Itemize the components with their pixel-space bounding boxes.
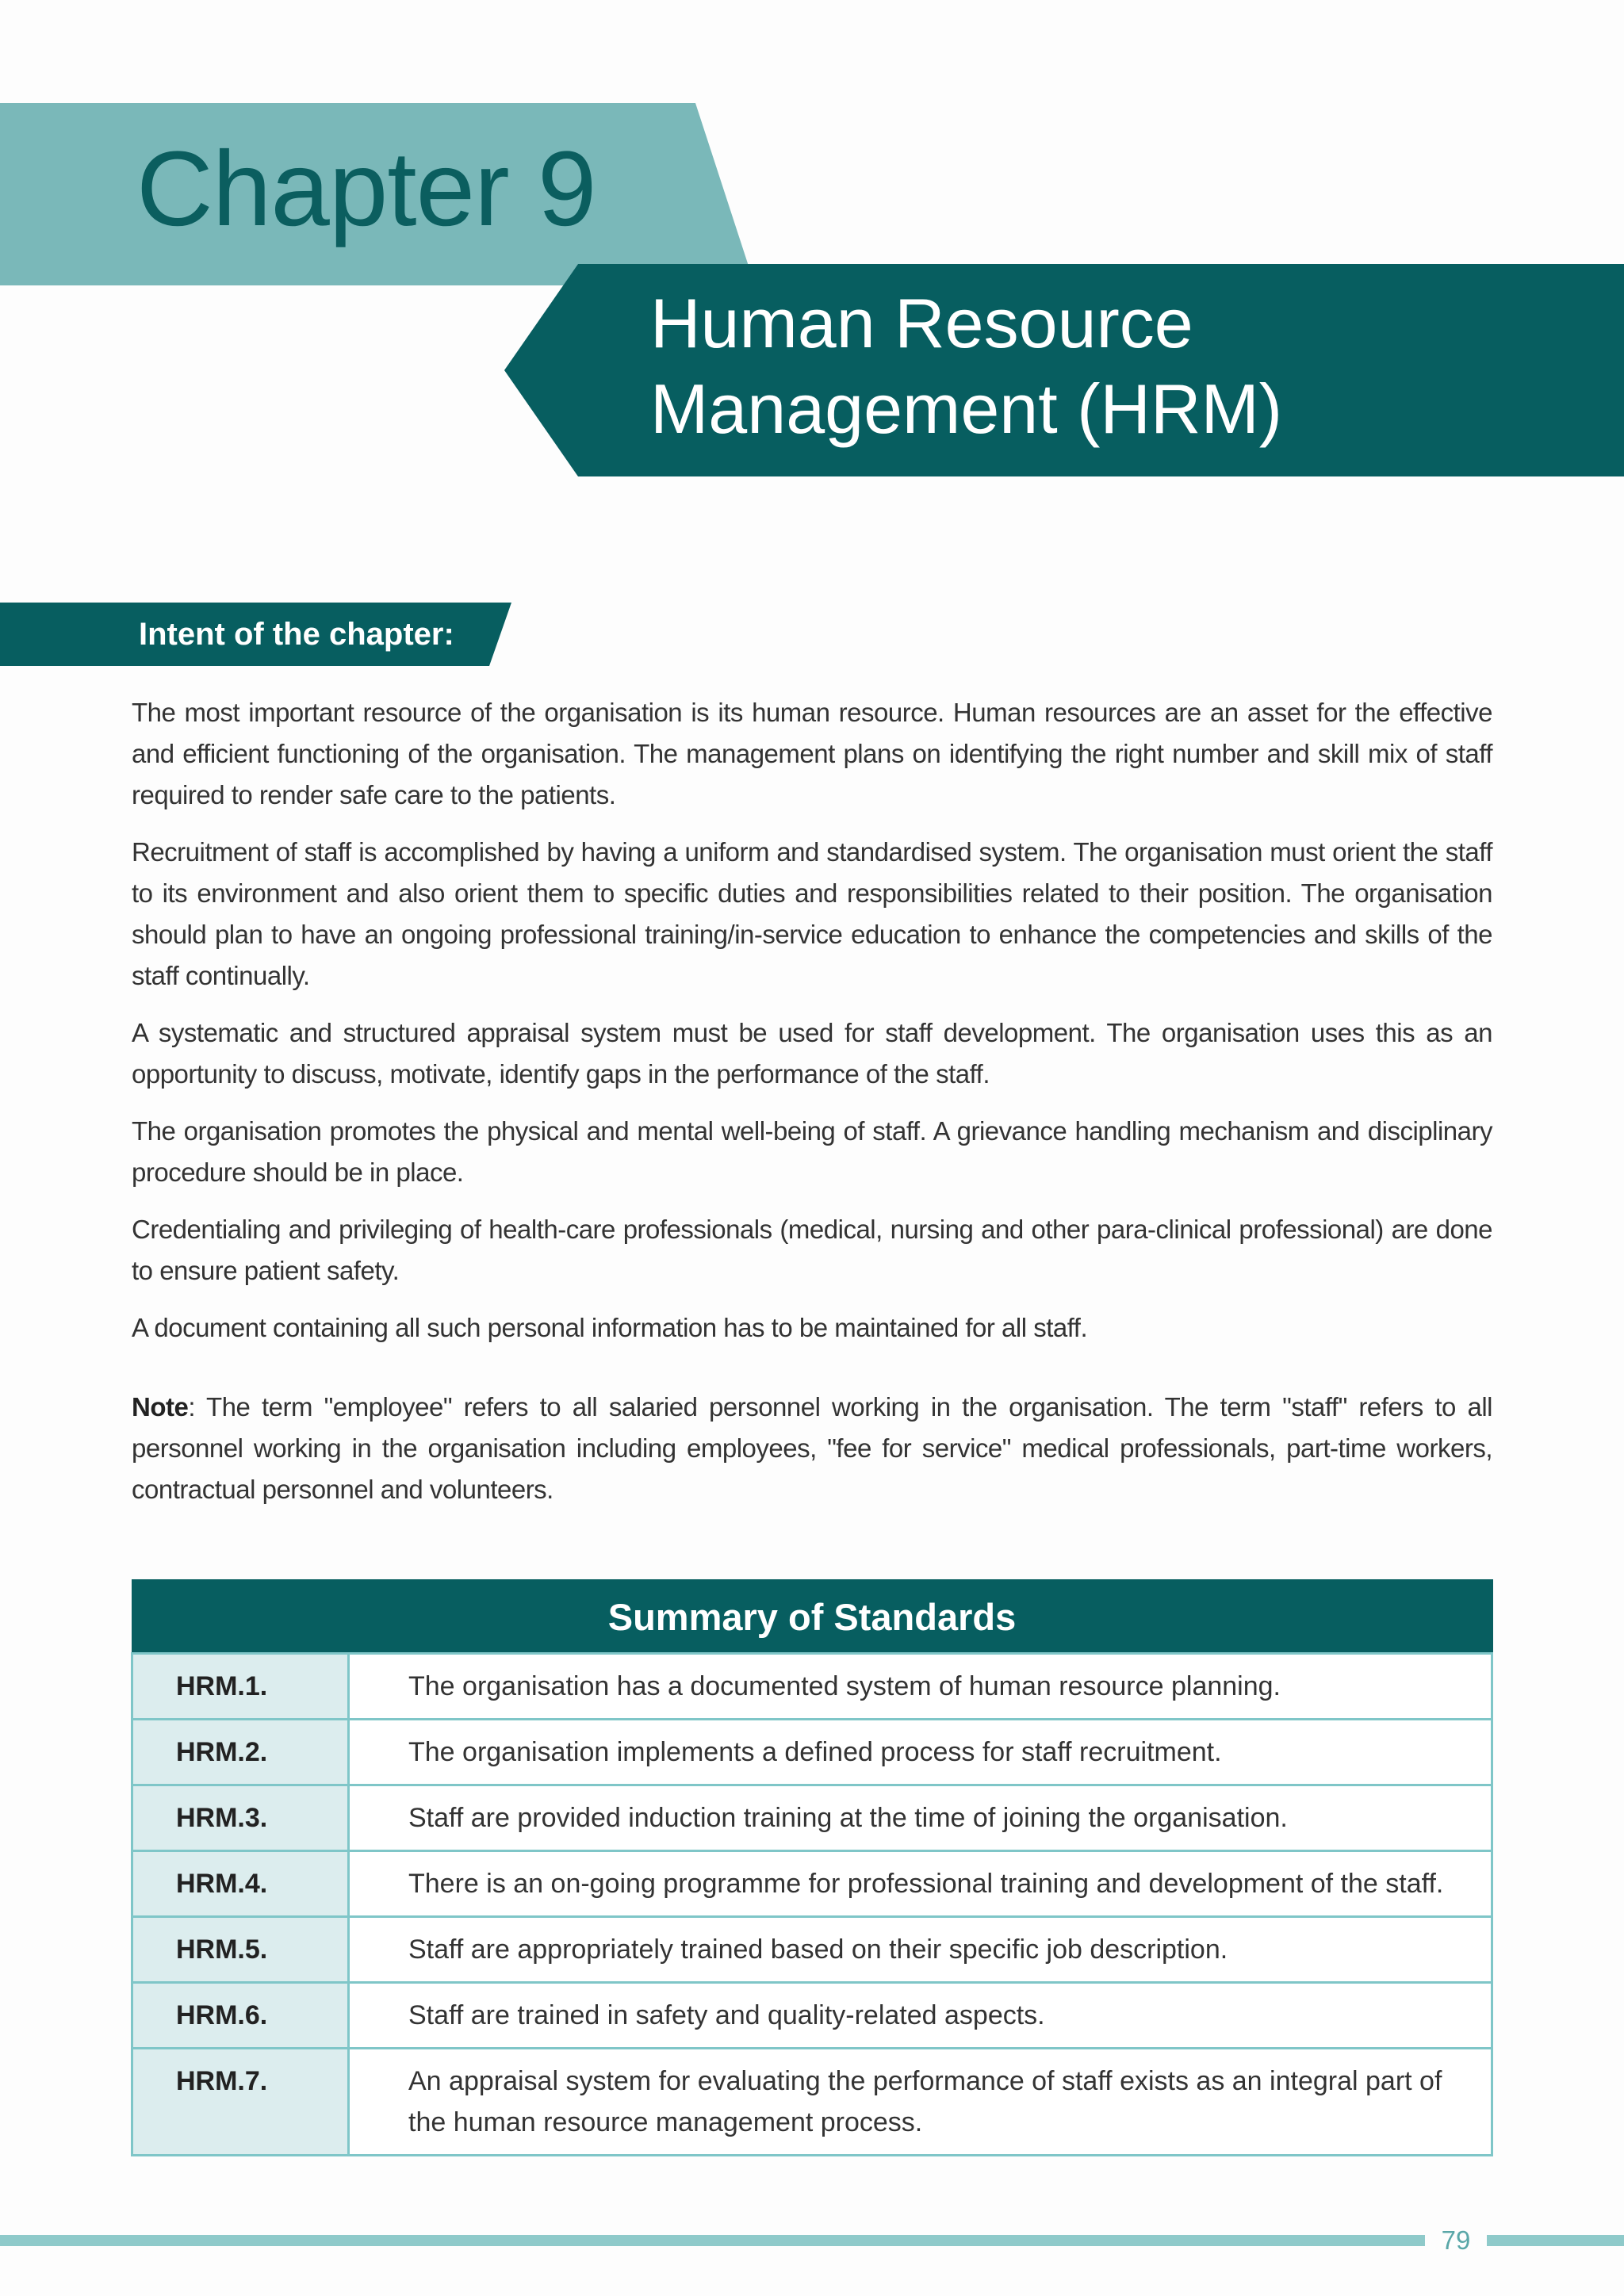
subtitle-line-2: Management (HRM) <box>650 369 1283 448</box>
table-row <box>132 1851 1492 1917</box>
table-row <box>132 1917 1492 1983</box>
standard-code: HRM.6. <box>132 1983 349 2049</box>
table-row <box>132 1983 1492 2049</box>
subtitle-line-1: Human Resource <box>650 284 1193 362</box>
note-text: : The term "employee" refers to all salaried personnel working in the organisation. The term "staff" refers to all personnel working in the organisation including employees, "fee for service" medical professionals, part-time workers, contractual personnel and volunteers. <box>132 1392 1492 1504</box>
chapter-title: Chapter 9 <box>136 130 596 248</box>
standard-description: The organisation implements a defined process for staff recruitment. <box>349 1720 1492 1785</box>
table-row <box>132 1785 1492 1851</box>
standard-description: An appraisal system for evaluating the performance of staff exists as an integral part of the human resource management process. <box>349 2049 1492 2156</box>
intent-paragraph: The organisation promotes the physical and mental well-being of staff. A grievance handling mechanism and disciplinary procedure should be in place. <box>132 1116 1492 1187</box>
table-row <box>132 1654 1492 1720</box>
intent-paragraph: Recruitment of staff is accomplished by having a uniform and standardised system. The organisation must orient the staff to its environment and also orient them to specific duties and responsibilities related to their position. The organisation should plan to have an ongoing professional training/in-service education to enhance the competencies and skills of the staff continually. <box>132 837 1492 990</box>
standard-code: HRM.2. <box>132 1720 349 1785</box>
intent-paragraph: A document containing all such personal information has to be maintained for all staff. <box>132 1313 1088 1342</box>
standard-code: HRM.4. <box>132 1851 349 1917</box>
standard-description: There is an on-going programme for professional training and development of the staff. <box>349 1851 1492 1917</box>
table-header-row <box>132 1580 1492 1654</box>
standard-description: Staff are provided induction training at the time of joining the organisation. <box>349 1785 1492 1851</box>
note-paragraph <box>132 1387 1492 1510</box>
standard-description: Staff are trained in safety and quality-related aspects. <box>349 1983 1492 2049</box>
footer-rule-left <box>0 2235 1425 2246</box>
page-number: 79 <box>1441 2225 1471 2255</box>
summary-of-standards-table <box>131 1579 1493 2156</box>
standard-code: HRM.7. <box>132 2049 349 2156</box>
standard-code: HRM.3. <box>132 1785 349 1851</box>
chapter-subtitle <box>650 281 1282 452</box>
table-row <box>132 1720 1492 1785</box>
standard-description: Staff are appropriately trained based on their specific job description. <box>349 1917 1492 1983</box>
standard-code: HRM.1. <box>132 1654 349 1720</box>
intent-paragraph: Credentialing and privileging of health-care professionals (medical, nursing and other para-clinical professional) are done to ensure patient safety. <box>132 1215 1492 1285</box>
intent-paragraph: The most important resource of the organisation is its human resource. Human resources are an asset for the effective and efficient functioning of the organisation. The management plans on identifying the right number and skill mix of staff required to render safe care to the patients. <box>132 698 1492 809</box>
footer-rule-right <box>1487 2235 1624 2246</box>
note-label: Note <box>132 1392 189 1422</box>
intent-heading: Intent of the chapter: <box>139 617 454 652</box>
intent-body <box>132 692 1492 1526</box>
summary-heading: Summary of Standards <box>132 1580 1492 1654</box>
table-row <box>132 2049 1492 2156</box>
standard-code: HRM.5. <box>132 1917 349 1983</box>
intent-paragraph: A systematic and structured appraisal system must be used for staff development. The organisation uses this as an opportunity to discuss, motivate, identify gaps in the performance of the staff. <box>132 1018 1492 1089</box>
standard-description: The organisation has a documented system of human resource planning. <box>349 1654 1492 1720</box>
